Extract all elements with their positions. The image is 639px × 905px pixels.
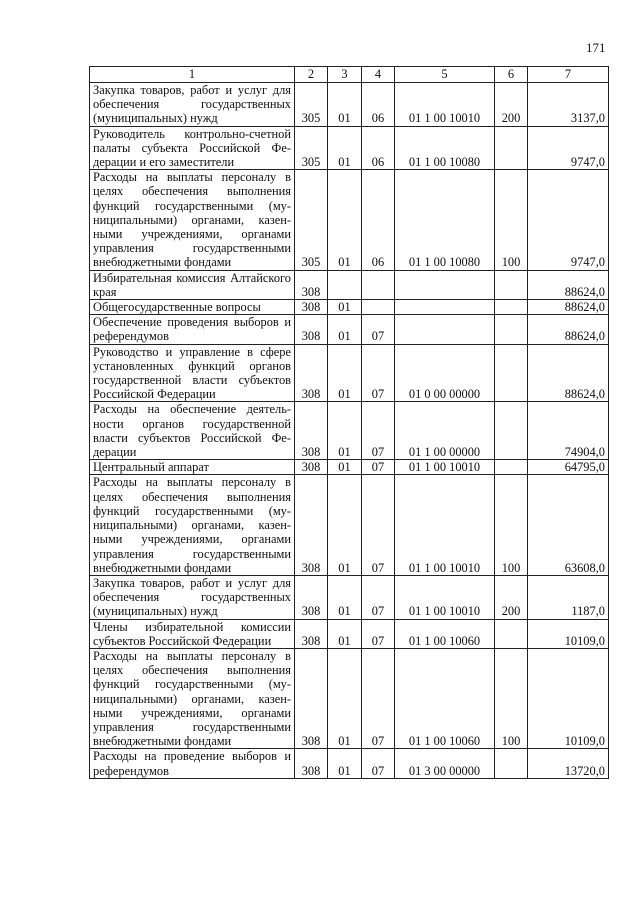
target-article-cell: 01 0 00 00000 (395, 344, 495, 402)
target-article-cell (395, 315, 495, 344)
expense-type-cell (495, 300, 528, 315)
section-code-cell: 01 (328, 475, 362, 575)
page-number: 171 (586, 40, 606, 55)
table-row (90, 270, 609, 299)
subsection-code-cell: 07 (362, 575, 395, 619)
table-row (90, 749, 609, 778)
expense-type-cell (495, 460, 528, 475)
section-code-cell: 01 (328, 648, 362, 748)
target-article-cell: 01 1 00 10010 (395, 575, 495, 619)
expense-type-cell: 200 (495, 83, 528, 127)
row-name-cell: Закупка товаров, работ и услуг для обеспечения государственных (муниципальных) нужд (90, 83, 295, 127)
target-article-cell: 01 1 00 10080 (395, 170, 495, 270)
column-header: 1 (90, 67, 295, 83)
ved-code-cell: 308 (295, 575, 328, 619)
expense-type-cell (495, 402, 528, 460)
section-code-cell: 01 (328, 300, 362, 315)
target-article-cell: 01 1 00 00000 (395, 402, 495, 460)
row-name-cell: Руководство и управление в сфере установленных функций органов государственной власти субъектов Российской Федерации (90, 344, 295, 402)
subsection-code-cell: 07 (362, 344, 395, 402)
section-code-cell: 01 (328, 749, 362, 778)
section-code-cell: 01 (328, 315, 362, 344)
subsection-code-cell: 06 (362, 126, 395, 170)
table-row (90, 300, 609, 315)
budget-table (89, 66, 609, 779)
expense-type-cell: 200 (495, 575, 528, 619)
table-row (90, 126, 609, 170)
expense-type-cell (495, 344, 528, 402)
subsection-code-cell: 07 (362, 460, 395, 475)
amount-cell: 88624,0 (528, 300, 609, 315)
ved-code-cell: 308 (295, 402, 328, 460)
expense-type-cell (495, 749, 528, 778)
section-code-cell: 01 (328, 126, 362, 170)
column-header: 6 (495, 67, 528, 83)
section-code-cell: 01 (328, 460, 362, 475)
row-name-cell: Обеспечение проведения выборов и референдумов (90, 315, 295, 344)
row-name-cell: Расходы на выплаты персоналу в целях обеспечения выполнения функций государственными (муниципальными) органами, казенными учреждениями, органами управления государственными внебюджетными фондами (90, 170, 295, 270)
row-name-cell: Закупка товаров, работ и услуг для обеспечения государственных (муниципальных) нужд (90, 575, 295, 619)
ved-code-cell: 305 (295, 83, 328, 127)
section-code-cell: 01 (328, 575, 362, 619)
section-code-cell (328, 270, 362, 299)
header-row (90, 67, 609, 83)
expense-type-cell: 100 (495, 648, 528, 748)
amount-cell: 88624,0 (528, 315, 609, 344)
table-row (90, 460, 609, 475)
section-code-cell: 01 (328, 344, 362, 402)
section-code-cell: 01 (328, 170, 362, 270)
subsection-code-cell: 07 (362, 648, 395, 748)
row-name-cell: Избирательная комиссия Алтайского края (90, 270, 295, 299)
subsection-code-cell (362, 300, 395, 315)
ved-code-cell: 308 (295, 749, 328, 778)
amount-cell: 1187,0 (528, 575, 609, 619)
ved-code-cell: 308 (295, 648, 328, 748)
expense-type-cell (495, 619, 528, 648)
section-code-cell: 01 (328, 619, 362, 648)
target-article-cell: 01 1 00 10060 (395, 619, 495, 648)
amount-cell: 9747,0 (528, 126, 609, 170)
amount-cell: 3137,0 (528, 83, 609, 127)
ved-code-cell: 308 (295, 475, 328, 575)
ved-code-cell: 308 (295, 315, 328, 344)
column-header: 7 (528, 67, 609, 83)
column-header: 3 (328, 67, 362, 83)
table-row (90, 475, 609, 575)
expense-type-cell (495, 315, 528, 344)
table-row (90, 315, 609, 344)
subsection-code-cell: 07 (362, 475, 395, 575)
column-header: 2 (295, 67, 328, 83)
target-article-cell (395, 270, 495, 299)
table-row (90, 619, 609, 648)
amount-cell: 64795,0 (528, 460, 609, 475)
row-name-cell: Руководитель контрольно-счетной палаты субъекта Российской Федерации и его заместители (90, 126, 295, 170)
target-article-cell: 01 1 00 10010 (395, 83, 495, 127)
amount-cell: 10109,0 (528, 648, 609, 748)
amount-cell: 88624,0 (528, 270, 609, 299)
row-name-cell: Члены избирательной комиссии субъектов Российской Федерации (90, 619, 295, 648)
column-header: 5 (395, 67, 495, 83)
ved-code-cell: 308 (295, 460, 328, 475)
amount-cell: 63608,0 (528, 475, 609, 575)
row-name-cell: Общегосударственные вопросы (90, 300, 295, 315)
subsection-code-cell: 07 (362, 315, 395, 344)
table-row (90, 648, 609, 748)
subsection-code-cell: 06 (362, 83, 395, 127)
expense-type-cell: 100 (495, 170, 528, 270)
subsection-code-cell (362, 270, 395, 299)
subsection-code-cell: 07 (362, 402, 395, 460)
amount-cell: 9747,0 (528, 170, 609, 270)
table-row (90, 83, 609, 127)
row-name-cell: Расходы на выплаты персоналу в целях обеспечения выполнения функций государственными (муниципальными) органами, казенными учреждениями, органами управления государственными внебюджетными фондами (90, 648, 295, 748)
table-row (90, 344, 609, 402)
section-code-cell: 01 (328, 402, 362, 460)
target-article-cell: 01 1 00 10060 (395, 648, 495, 748)
section-code-cell: 01 (328, 83, 362, 127)
amount-cell: 13720,0 (528, 749, 609, 778)
ved-code-cell: 305 (295, 126, 328, 170)
table-row (90, 575, 609, 619)
table-row (90, 170, 609, 270)
ved-code-cell: 308 (295, 344, 328, 402)
amount-cell: 74904,0 (528, 402, 609, 460)
ved-code-cell: 308 (295, 300, 328, 315)
target-article-cell (395, 300, 495, 315)
column-header: 4 (362, 67, 395, 83)
expense-type-cell (495, 126, 528, 170)
row-name-cell: Расходы на проведение выборов и референдумов (90, 749, 295, 778)
target-article-cell: 01 1 00 10010 (395, 475, 495, 575)
target-article-cell: 01 1 00 10010 (395, 460, 495, 475)
expense-type-cell (495, 270, 528, 299)
amount-cell: 88624,0 (528, 344, 609, 402)
table-row (90, 402, 609, 460)
row-name-cell: Расходы на обеспечение деятельности органов государственной власти субъектов Российской Федерации (90, 402, 295, 460)
target-article-cell: 01 1 00 10080 (395, 126, 495, 170)
target-article-cell: 01 3 00 00000 (395, 749, 495, 778)
amount-cell: 10109,0 (528, 619, 609, 648)
subsection-code-cell: 07 (362, 619, 395, 648)
row-name-cell: Расходы на выплаты персоналу в целях обеспечения выполнения функций государственными (муниципальными) органами, казенными учреждениями, органами управления государственными внебюджетными фондами (90, 475, 295, 575)
subsection-code-cell: 06 (362, 170, 395, 270)
subsection-code-cell: 07 (362, 749, 395, 778)
row-name-cell: Центральный аппарат (90, 460, 295, 475)
ved-code-cell: 305 (295, 170, 328, 270)
ved-code-cell: 308 (295, 619, 328, 648)
ved-code-cell: 308 (295, 270, 328, 299)
expense-type-cell: 100 (495, 475, 528, 575)
